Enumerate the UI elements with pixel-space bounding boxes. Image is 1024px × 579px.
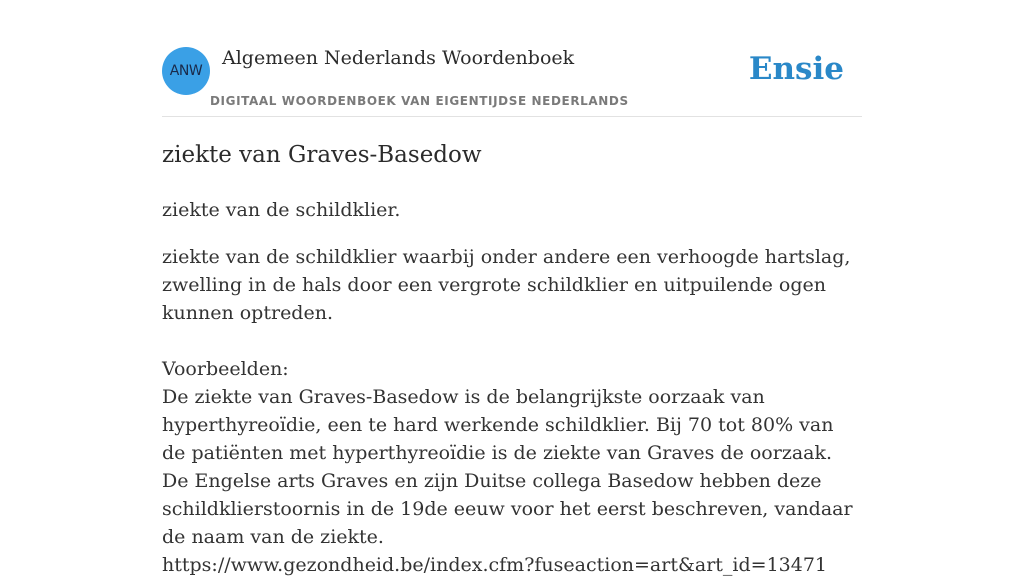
site-header — [162, 47, 862, 117]
site-subtitle: DIGITAAL WOORDENBOEK VAN EIGENTIJDSE NEDERLANDS — [210, 94, 629, 108]
logo-text: ANW — [169, 63, 203, 79]
short-definition: ziekte van de schildklier. — [162, 199, 401, 221]
entry-content — [162, 138, 862, 579]
ensie-brand-logo[interactable]: Ensie — [748, 51, 844, 87]
source-link[interactable]: https://www.gezondheid.be/index.cfm?fuseaction=art&art_id=13471 — [162, 554, 828, 576]
anw-logo[interactable] — [162, 47, 210, 95]
long-definition: ziekte van de schildklier waarbij onder andere een verhoogde hartslag, zwelling in de hals door een vergrote schildklier en uitpuilende ogen kunnen optreden. — [162, 246, 851, 324]
site-title[interactable]: Algemeen Nederlands Woordenboek — [222, 47, 575, 69]
examples-label: Voorbeelden: — [162, 358, 289, 380]
example-text: De ziekte van Graves-Basedow is de belangrijkste oorzaak van hyperthyreoïdie, een te hard werkende schildklier. Bij 70 tot 80% van de patiënten met hyperthyreoïdie is de ziekte van Graves de oorzaak. De Engelse arts Graves en zijn Duitse collega Basedow hebben deze schildklierstoornis in de 19de eeuw voor het eerst beschreven, vandaar de naam van de ziekte. — [162, 386, 853, 548]
entry-title: ziekte van Graves-Basedow — [162, 142, 482, 168]
